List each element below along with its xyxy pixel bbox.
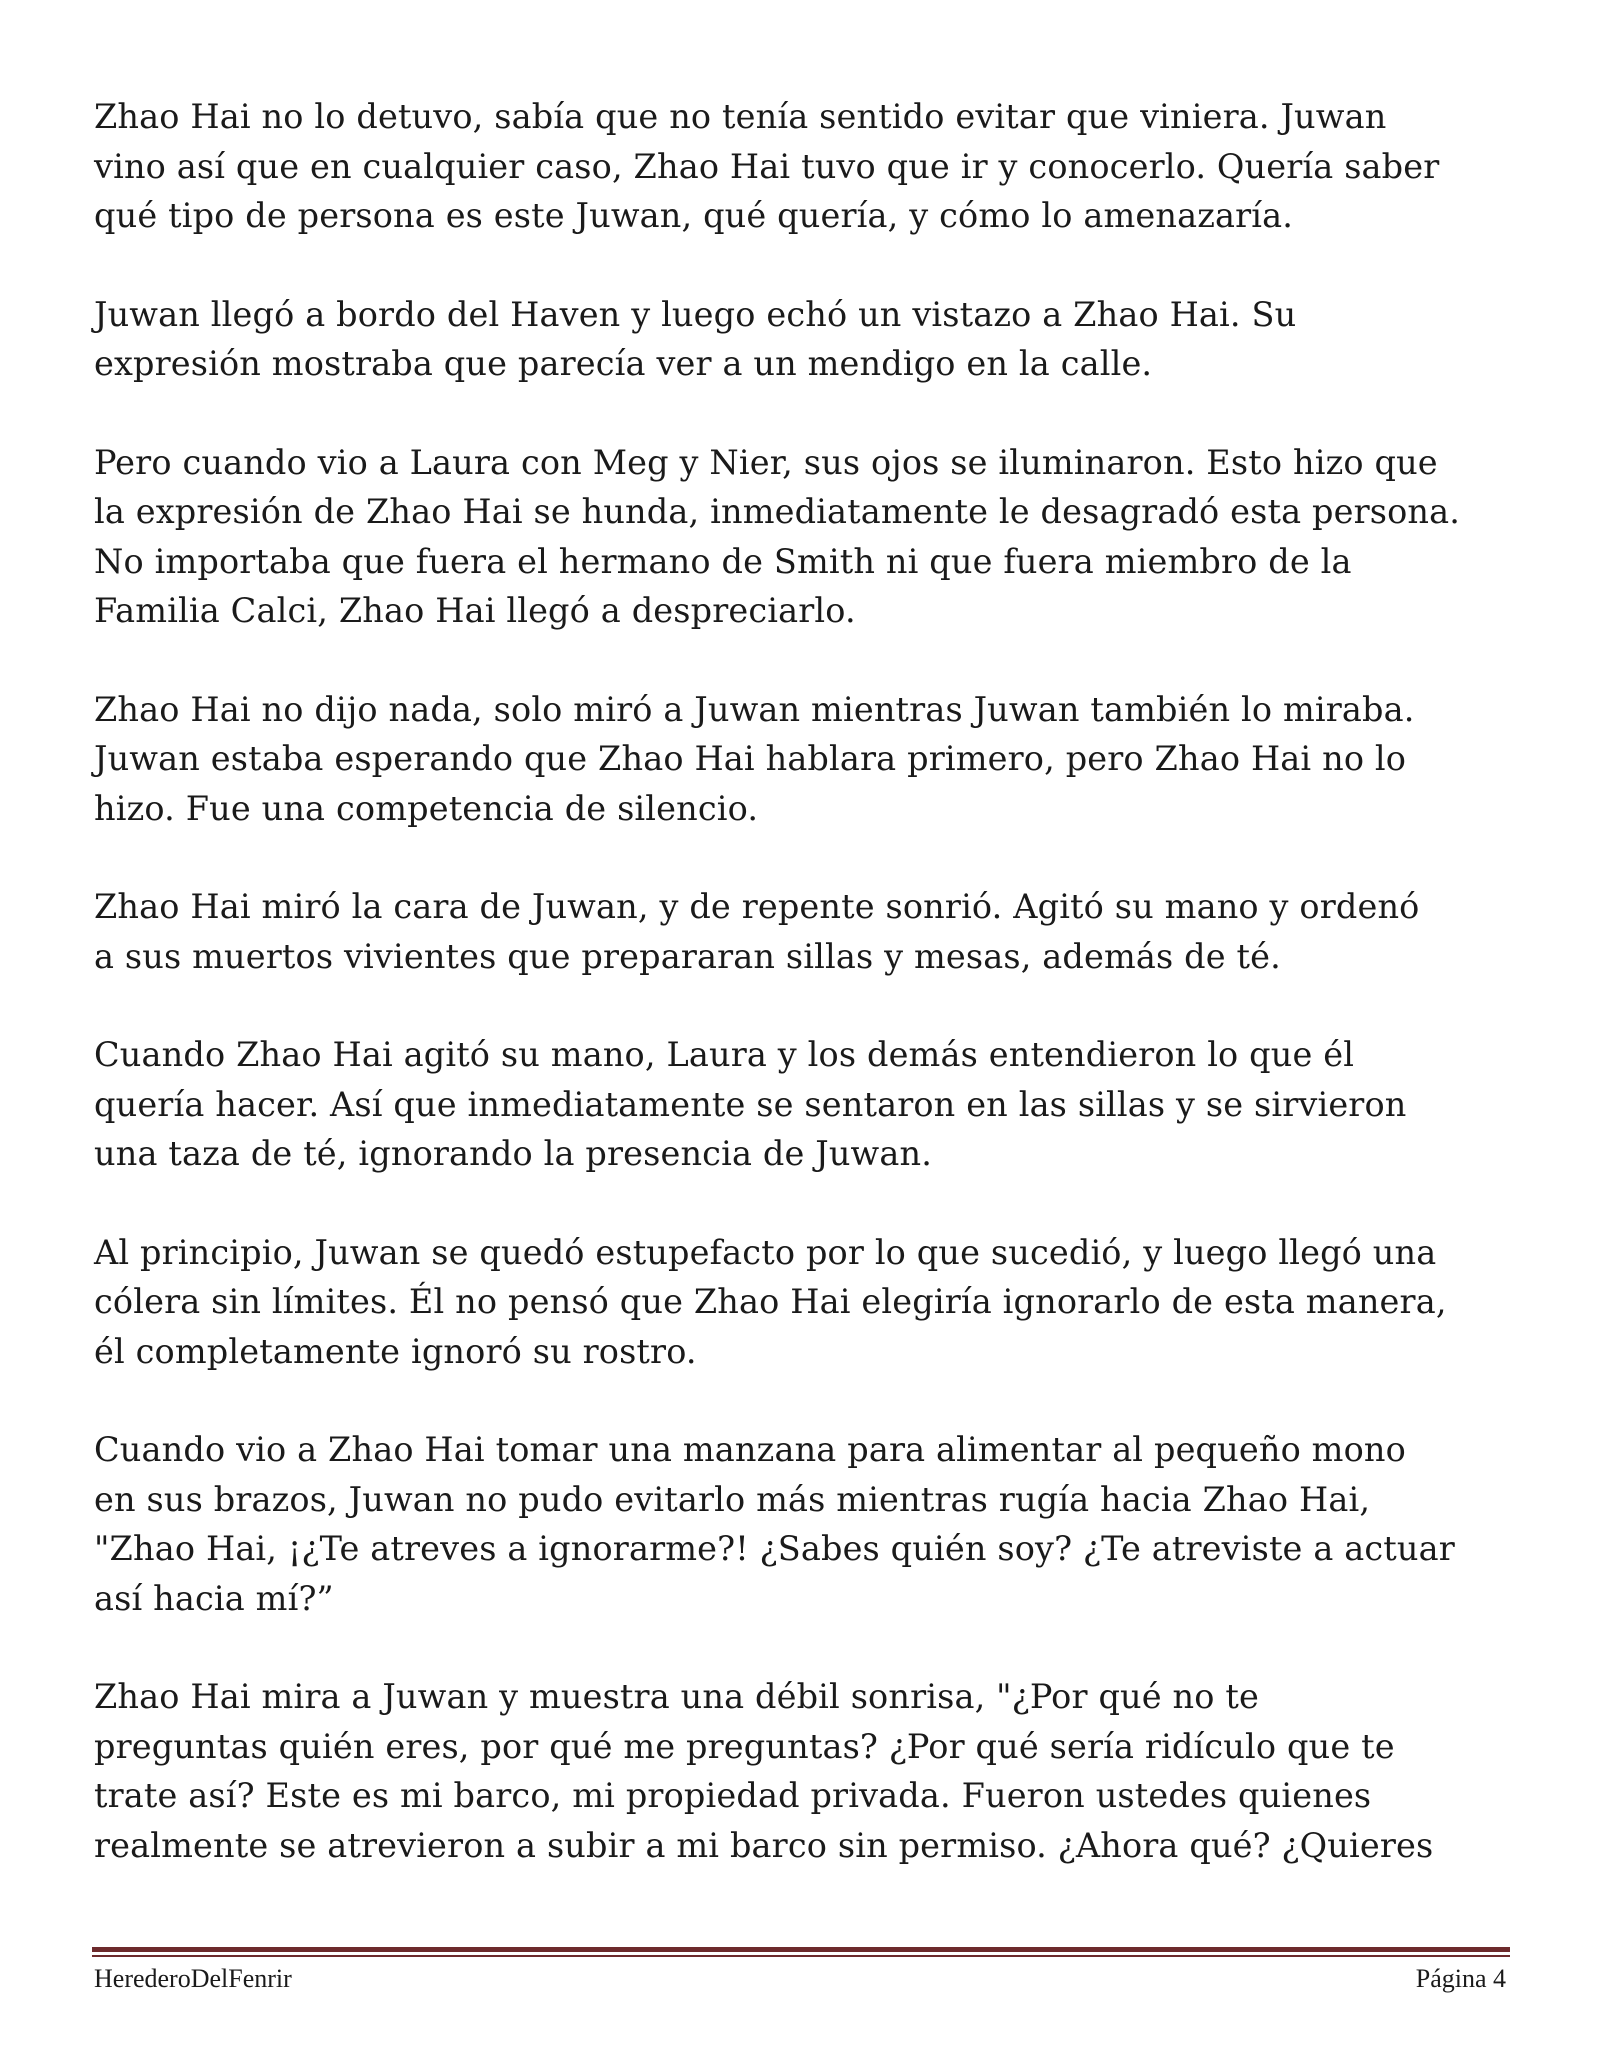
paragraph xyxy=(94,1030,1514,1179)
text-line: expresión mostraba que parecía ver a un mendigo en la calle. xyxy=(94,344,1153,383)
text-line: la expresión de Zhao Hai se hunda, inmediatamente le desagradó esta persona. xyxy=(94,492,1461,531)
text-line: Juwan llegó a bordo del Haven y luego echó un vistazo a Zhao Hai. Su xyxy=(94,294,1297,334)
text-line: a sus muertos vivientes que prepararan sillas y mesas, además de té. xyxy=(94,936,1281,976)
text-line: qué tipo de persona es este Juwan, qué quería, y cómo lo amenazaría. xyxy=(94,196,1294,235)
paragraph xyxy=(94,685,1514,834)
page-body xyxy=(94,92,1514,1919)
text-line: Familia Calci, Zhao Hai llegó a despreciarlo. xyxy=(94,591,856,630)
text-line: así hacia mí?” xyxy=(94,1578,334,1618)
text-line: Zhao Hai no lo detuvo, sabía que no tenía sentido evitar que viniera. Juwan xyxy=(94,97,1387,136)
footer-rule-thin xyxy=(92,1955,1510,1957)
text-line: hizo. Fue una competencia de silencio. xyxy=(94,788,759,828)
footer-page-number: Página 4 xyxy=(1415,1964,1506,1993)
paragraph xyxy=(94,438,1514,636)
text-line: Zhao Hai miró la cara de Juwan, y de repente sonrió. Agitó su mano y ordenó xyxy=(94,887,1420,926)
text-line: Zhao Hai mira a Juwan y muestra una débil sonrisa, "¿Por qué no te xyxy=(94,1677,1259,1716)
text-line: No importaba que fuera el hermano de Smith ni que fuera miembro de la xyxy=(94,541,1352,581)
paragraph xyxy=(94,290,1514,389)
text-line: él completamente ignoró su rostro. xyxy=(94,1331,697,1371)
text-line: Cuando vio a Zhao Hai tomar una manzana para alimentar al pequeño mono xyxy=(94,1430,1406,1469)
paragraph xyxy=(94,92,1514,241)
text-line: "Zhao Hai, ¡¿Te atreves a ignorarme?! ¿Sabes quién soy? ¿Te atreviste a actuar xyxy=(94,1529,1455,1568)
paragraph xyxy=(94,1425,1514,1623)
text-line: Al principio, Juwan se quedó estupefacto por lo que sucedió, y luego llegó una xyxy=(94,1232,1437,1272)
text-line: quería hacer. Así que inmediatamente se sentaron en las sillas y se sirvieron xyxy=(94,1084,1407,1124)
paragraph xyxy=(94,1228,1514,1377)
footer-author: HerederoDelFenrir xyxy=(94,1964,292,1993)
text-line: Juwan estaba esperando que Zhao Hai hablara primero, pero Zhao Hai no lo xyxy=(94,739,1407,778)
text-line: vino así que en cualquier caso, Zhao Hai tuvo que ir y conocerlo. Quería saber xyxy=(94,146,1440,186)
text-line: Pero cuando vio a Laura con Meg y Nier, sus ojos se iluminaron. Esto hizo que xyxy=(94,442,1438,482)
text-line: una taza de té, ignorando la presencia de Juwan. xyxy=(94,1134,933,1173)
text-line: preguntas quién eres, por qué me preguntas? ¿Por qué sería ridículo que te xyxy=(94,1726,1395,1766)
paragraph xyxy=(94,1672,1514,1870)
footer-rule-thick xyxy=(92,1947,1510,1952)
text-line: en sus brazos, Juwan no pudo evitarlo más mientras rugía hacia Zhao Hai, xyxy=(94,1479,1371,1519)
text-line: Zhao Hai no dijo nada, solo miró a Juwan mientras Juwan también lo miraba. xyxy=(94,689,1415,729)
text-line: trate así? Este es mi barco, mi propiedad privada. Fueron ustedes quienes xyxy=(94,1776,1372,1815)
paragraph xyxy=(94,882,1514,981)
text-line: realmente se atrevieron a subir a mi barco sin permiso. ¿Ahora qué? ¿Quieres xyxy=(94,1825,1434,1865)
text-line: cólera sin límites. Él no pensó que Zhao Hai elegiría ignorarlo de esta manera, xyxy=(94,1282,1447,1321)
text-line: Cuando Zhao Hai agitó su mano, Laura y los demás entendieron lo que él xyxy=(94,1035,1355,1074)
